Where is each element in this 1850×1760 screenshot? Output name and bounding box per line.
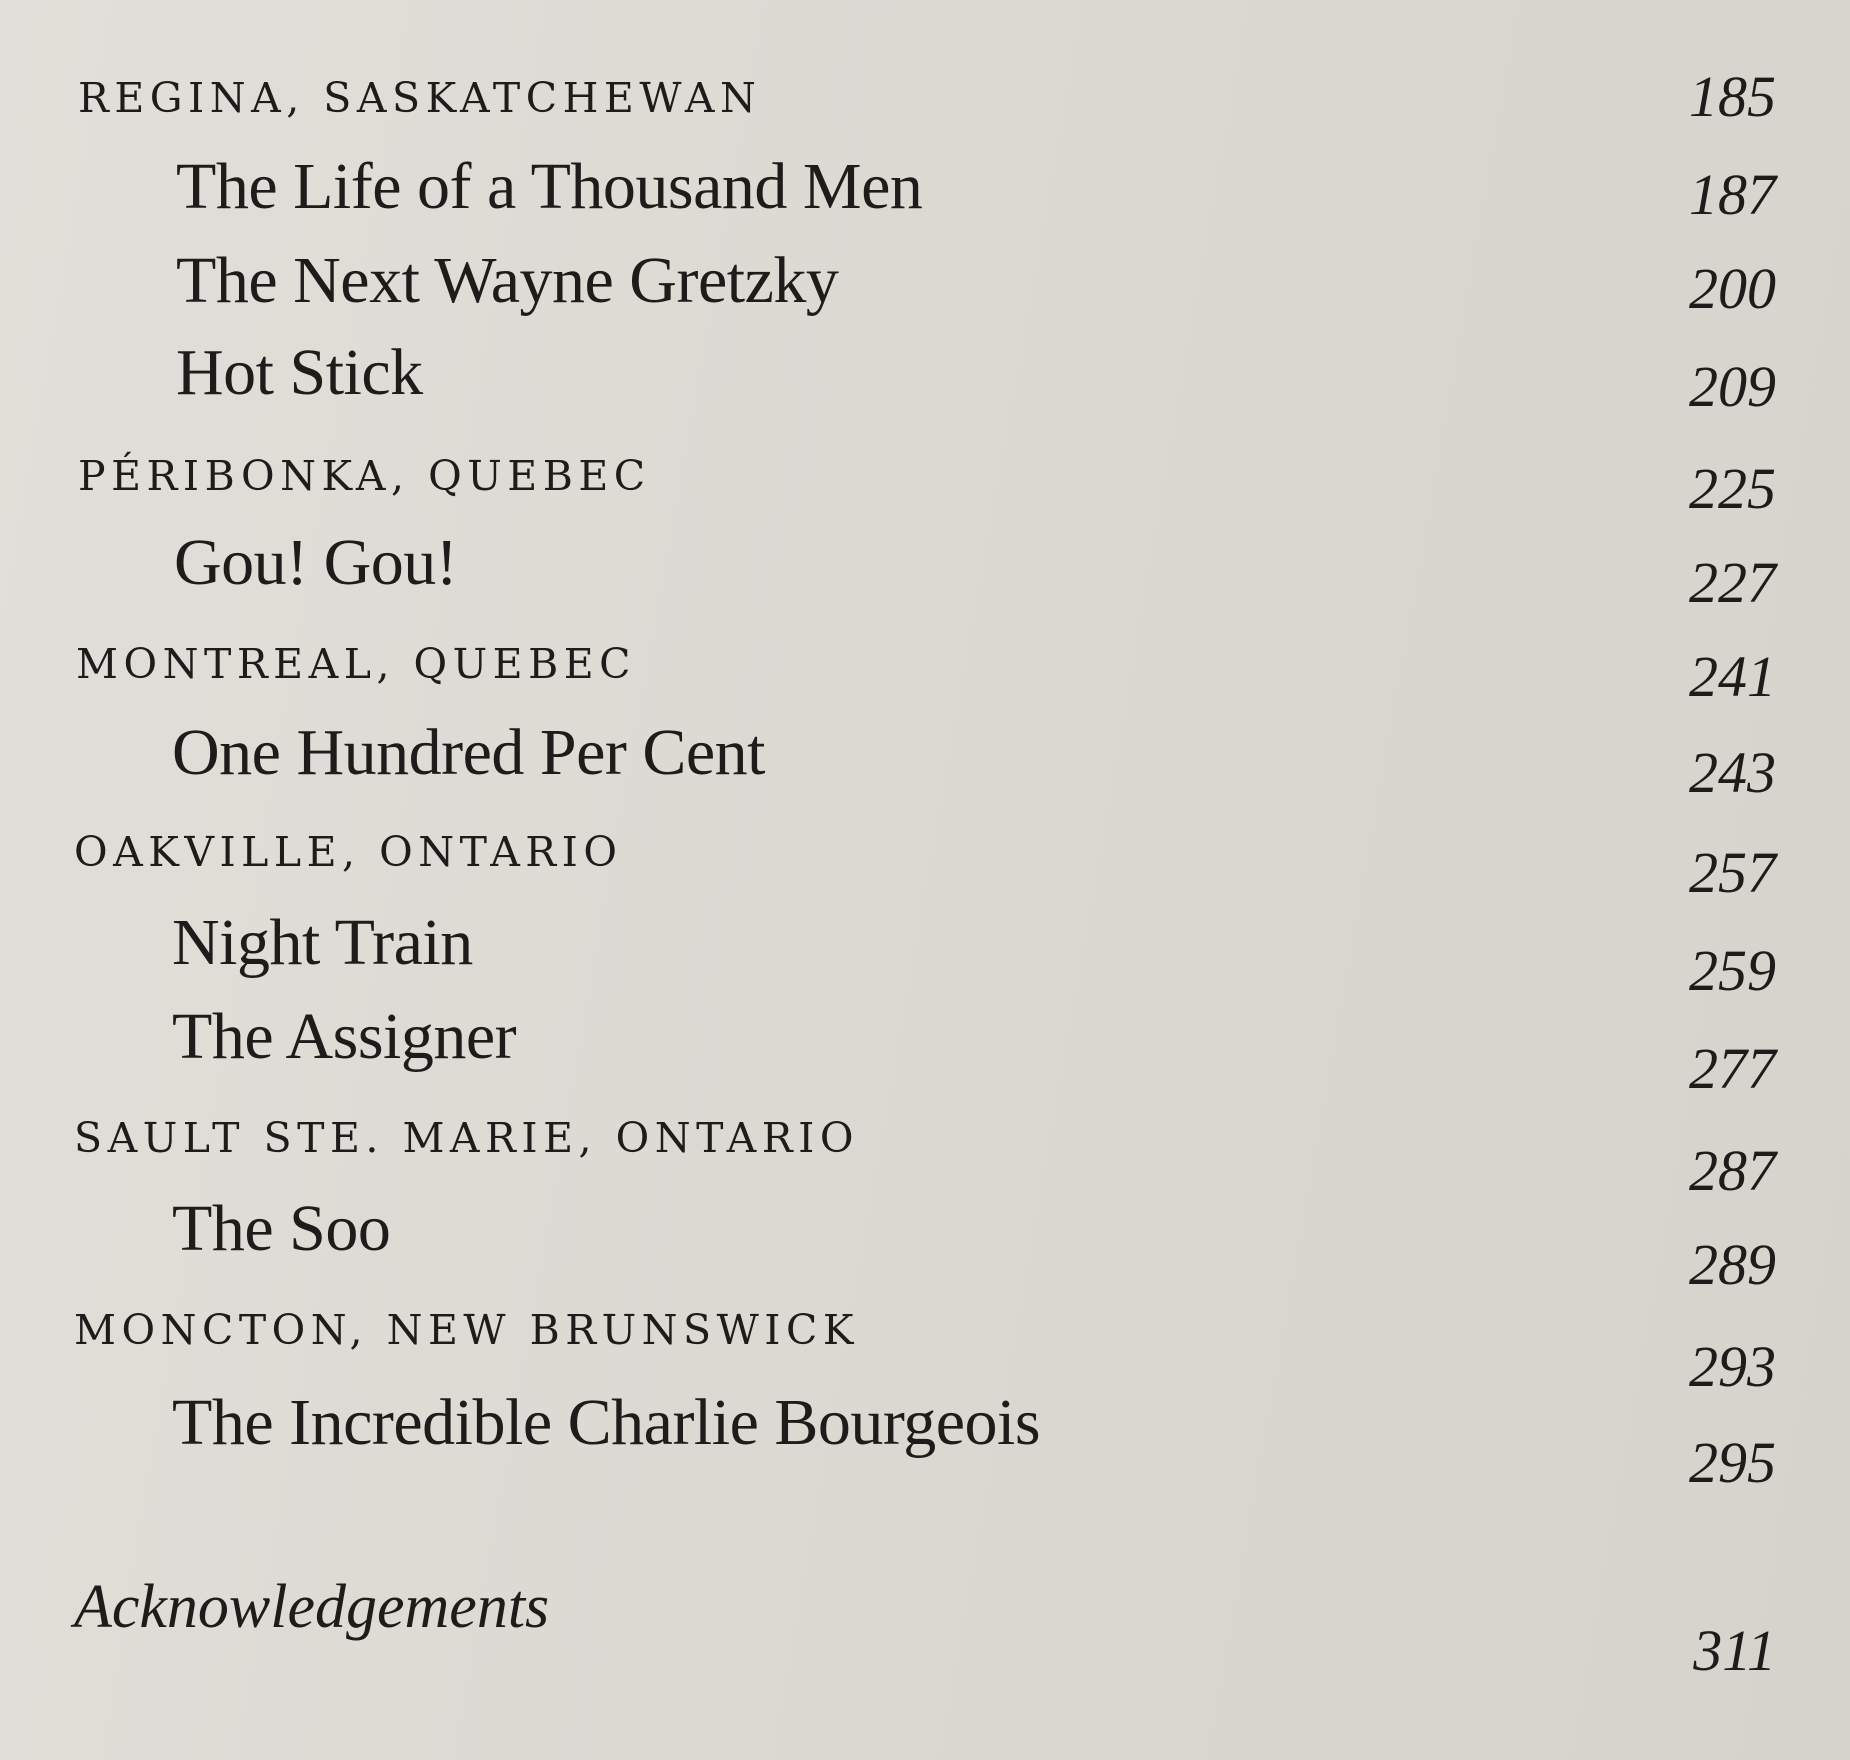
toc-entry-back-matter (0, 1570, 1850, 1683)
chapter-title: The Life of a Thousand Men (176, 150, 923, 223)
chapter-title: Night Train (172, 906, 473, 979)
section-title: MONTREAL, QUEBEC (76, 640, 637, 688)
toc-entry-section (0, 434, 1850, 524)
chapter-title: The Assigner (172, 1000, 517, 1073)
section-title: REGINA, SASKATCHEWAN (78, 74, 762, 122)
section-title: SAULT STE. MARIE, ONTARIO (74, 1114, 859, 1162)
page-number: 209 (1689, 354, 1776, 419)
chapter-title: One Hundred Per Cent (172, 716, 766, 789)
page-number: 243 (1689, 740, 1776, 805)
toc-entry-chapter (0, 904, 1850, 1003)
page-number: 289 (1689, 1232, 1776, 1297)
chapter-title: The Incredible Charlie Bourgeois (172, 1386, 1041, 1459)
page-number: 225 (1689, 456, 1776, 521)
chapter-title: The Soo (172, 1192, 391, 1265)
toc-entry-chapter (0, 336, 1850, 426)
toc-entry-chapter (0, 714, 1850, 804)
page-number: 259 (1689, 938, 1776, 1003)
toc-entry-chapter (0, 524, 1850, 614)
toc-entry-section (0, 812, 1850, 905)
chapter-title: Hot Stick (176, 336, 423, 409)
page-number: 295 (1689, 1430, 1776, 1495)
toc-entry-chapter (0, 998, 1850, 1101)
toc-entry-chapter (0, 148, 1850, 238)
toc-entry-chapter (0, 1190, 1850, 1297)
acknowledgements-title: Acknowledgements (74, 1573, 550, 1641)
toc-entry-section (0, 1290, 1850, 1399)
section-title: MONCTON, NEW BRUNSWICK (74, 1306, 859, 1354)
page-number: 241 (1689, 644, 1776, 709)
toc-entry-chapter (0, 1382, 1850, 1495)
section-title: PÉRIBONKA, QUEBEC (78, 452, 651, 500)
chapter-title: The Next Wayne Gretzky (176, 244, 839, 317)
page-number: 227 (1689, 550, 1776, 615)
page-number: 185 (1689, 64, 1776, 129)
page-number: 287 (1689, 1138, 1776, 1203)
toc-entry-chapter (0, 242, 1850, 332)
toc-entry-section (0, 622, 1850, 712)
page-number: 277 (1689, 1036, 1776, 1101)
page-number: 257 (1689, 840, 1776, 905)
page-number: 311 (1693, 1618, 1776, 1683)
page-number: 200 (1689, 256, 1776, 321)
chapter-title: Gou! Gou! (174, 526, 458, 599)
page-number: 187 (1689, 162, 1776, 227)
toc-entry-section (0, 1098, 1850, 1203)
toc-entry-section (0, 58, 1850, 148)
page-number: 293 (1689, 1334, 1776, 1399)
section-title: OAKVILLE, ONTARIO (74, 828, 623, 876)
